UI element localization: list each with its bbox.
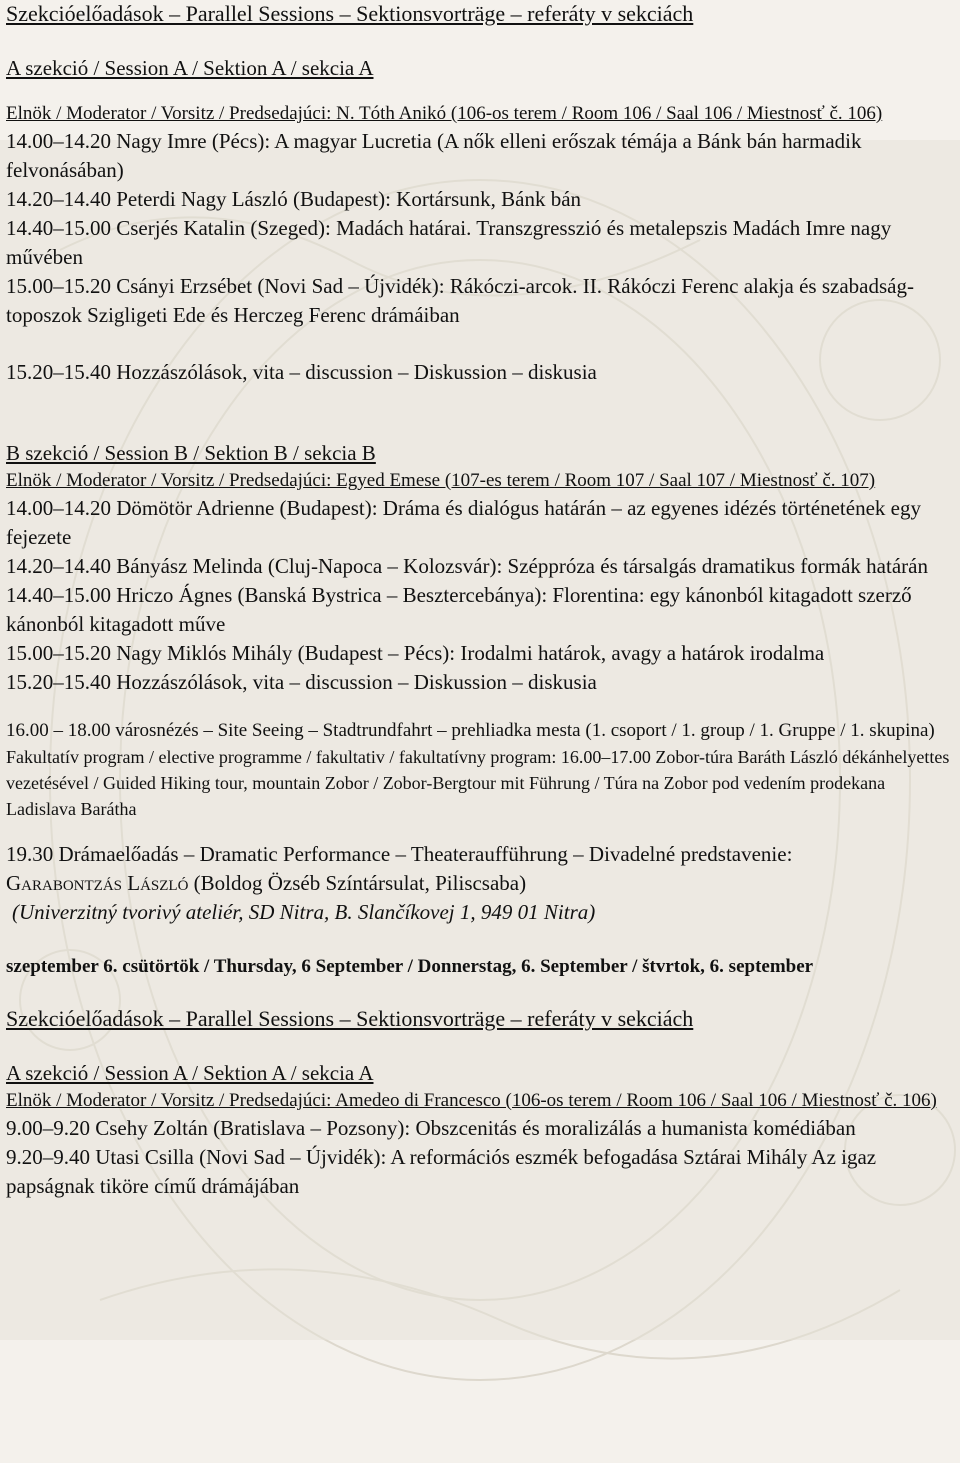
day1-b-item-1: 14.00–14.20 Dömötör Adrienne (Budapest): Dráma és dialógus határán – az egyenes idézés történetének egy fejezete [6,496,921,549]
day1-a-item-3: 14.40–15.00 Cserjés Katalin (Szeged): Madách határai. Transzgresszió és metalepszis Madách Imre nagy művében [6,216,892,269]
drama-title: 19.30 Drámaelőadás – Dramatic Performance – Theateraufführung – Divadelné predstavenie: [6,842,793,866]
day1-session-a-title: A szekció / Session A / Sektion A / sekcia A [6,56,374,80]
day1-a-item-4: 15.00–15.20 Csányi Erzsébet (Novi Sad – Újvidék): Rákóczi-arcok. II. Rákóczi Ferenc alakja és szabadság-toposzok Szigligeti Ede és Herczeg Ferenc drámáiban [6,274,914,327]
day1-b-item-3: 14.40–15.00 Hriczo Ágnes (Banská Bystrica – Besztercebánya): Florentina: egy kánonból kitagadott szerző kánonból kitagadott műve [6,583,912,636]
day1-session-b-title: B szekció / Session B / Sektion B / sekcia B [6,441,376,465]
drama-venue-text: (Univerzitný tvorivý ateliér, SD Nitra, B. Slančíkovej 1, 949 01 Nitra) [12,900,596,924]
day1-b-discussion: 15.20–15.40 Hozzászólások, vita – discussion – Diskussion – diskusia [6,670,597,694]
day1-b-item-4: 15.00–15.20 Nagy Miklós Mihály (Budapest – Pécs): Irodalmi határok, avagy a határok irodalma [6,641,825,665]
day1-session-a-moderator: Elnök / Moderator / Vorsitz / Predsedajúci: N. Tóth Anikó (106-os terem / Room 106 / Saal 106 / Miestnosť č. 106) [6,103,883,124]
day1-a-item-2: 14.20–14.40 Peterdi Nagy László (Budapest): Kortársunk, Bánk bán [6,187,582,211]
day1-b-item-2: 14.20–14.40 Bányász Melinda (Cluj-Napoca – Kolozsvár): Széppróza és társalgás dramatikus formák határán [6,554,928,578]
drama-company: (Boldog Özséb Színtársulat, Piliscsaba) [188,871,527,895]
day2-session-a-title: A szekció / Session A / Sektion A / sekcia A [6,1061,374,1085]
day1-a-item-1: 14.00–14.20 Nagy Imre (Pécs): A magyar Lucretia (A nők elleni erőszak témája a Bánk bán harmadik felvonásában) [6,129,862,182]
drama-venue [6,898,954,927]
day2-date-heading: szeptember 6. csütörtök / Thursday, 6 September / Donnerstag, 6. September / štvrtok, 6. september [6,956,814,977]
drama-performance [6,840,954,898]
sightseeing-line: 16.00 – 18.00 városnézés – Site Seeing – Stadtrundfahrt – prehliadka mesta (1. csoport / 1. group / 1. Gruppe / 1. skupina) [6,720,935,741]
day1-session-b-moderator: Elnök / Moderator / Vorsitz / Predsedajúci: Egyed Emese (107-es terem / Room 107 / Saal 107 / Miestnosť č. 107) [6,470,876,491]
drama-author: Garabontzás László [6,871,189,895]
day1-parallel-sessions-heading: Szekcióelőadások – Parallel Sessions – Sektionsvorträge – referáty v sekciách [6,1,694,26]
day2-a-item-1: 9.00–9.20 Csehy Zoltán (Bratislava – Pozsony): Obszcenitás és moralizálás a humanista komédiában [6,1116,856,1140]
optional-program: Fakultatív program / elective programme / fakultativ / fakultatívny program: 16.00–17.00 Zobor-túra Baráth László dékánhelyettes vezetésével / Guided Hiking tour, mountain Zobor / Zobor-Bergtour mit Führung / Túra na Zobor pod vedením prodekana Ladislava Barátha [6,747,950,819]
day1-a-discussion: 15.20–15.40 Hozzászólások, vita – discussion – Diskussion – diskusia [6,360,597,384]
day2-parallel-sessions-heading: Szekcióelőadások – Parallel Sessions – Sektionsvorträge – referáty v sekciách [6,1006,694,1031]
day2-a-item-2: 9.20–9.40 Utasi Csilla (Novi Sad – Újvidék): A reformációs eszmék befogadása Sztárai Mihály Az igaz papságnak tiköre című drámájában [6,1145,877,1198]
day2-session-a-moderator: Elnök / Moderator / Vorsitz / Predsedajúci: Amedeo di Francesco (106-os terem / Room 106 / Saal 106 / Miestnosť č. 106) [6,1090,937,1111]
